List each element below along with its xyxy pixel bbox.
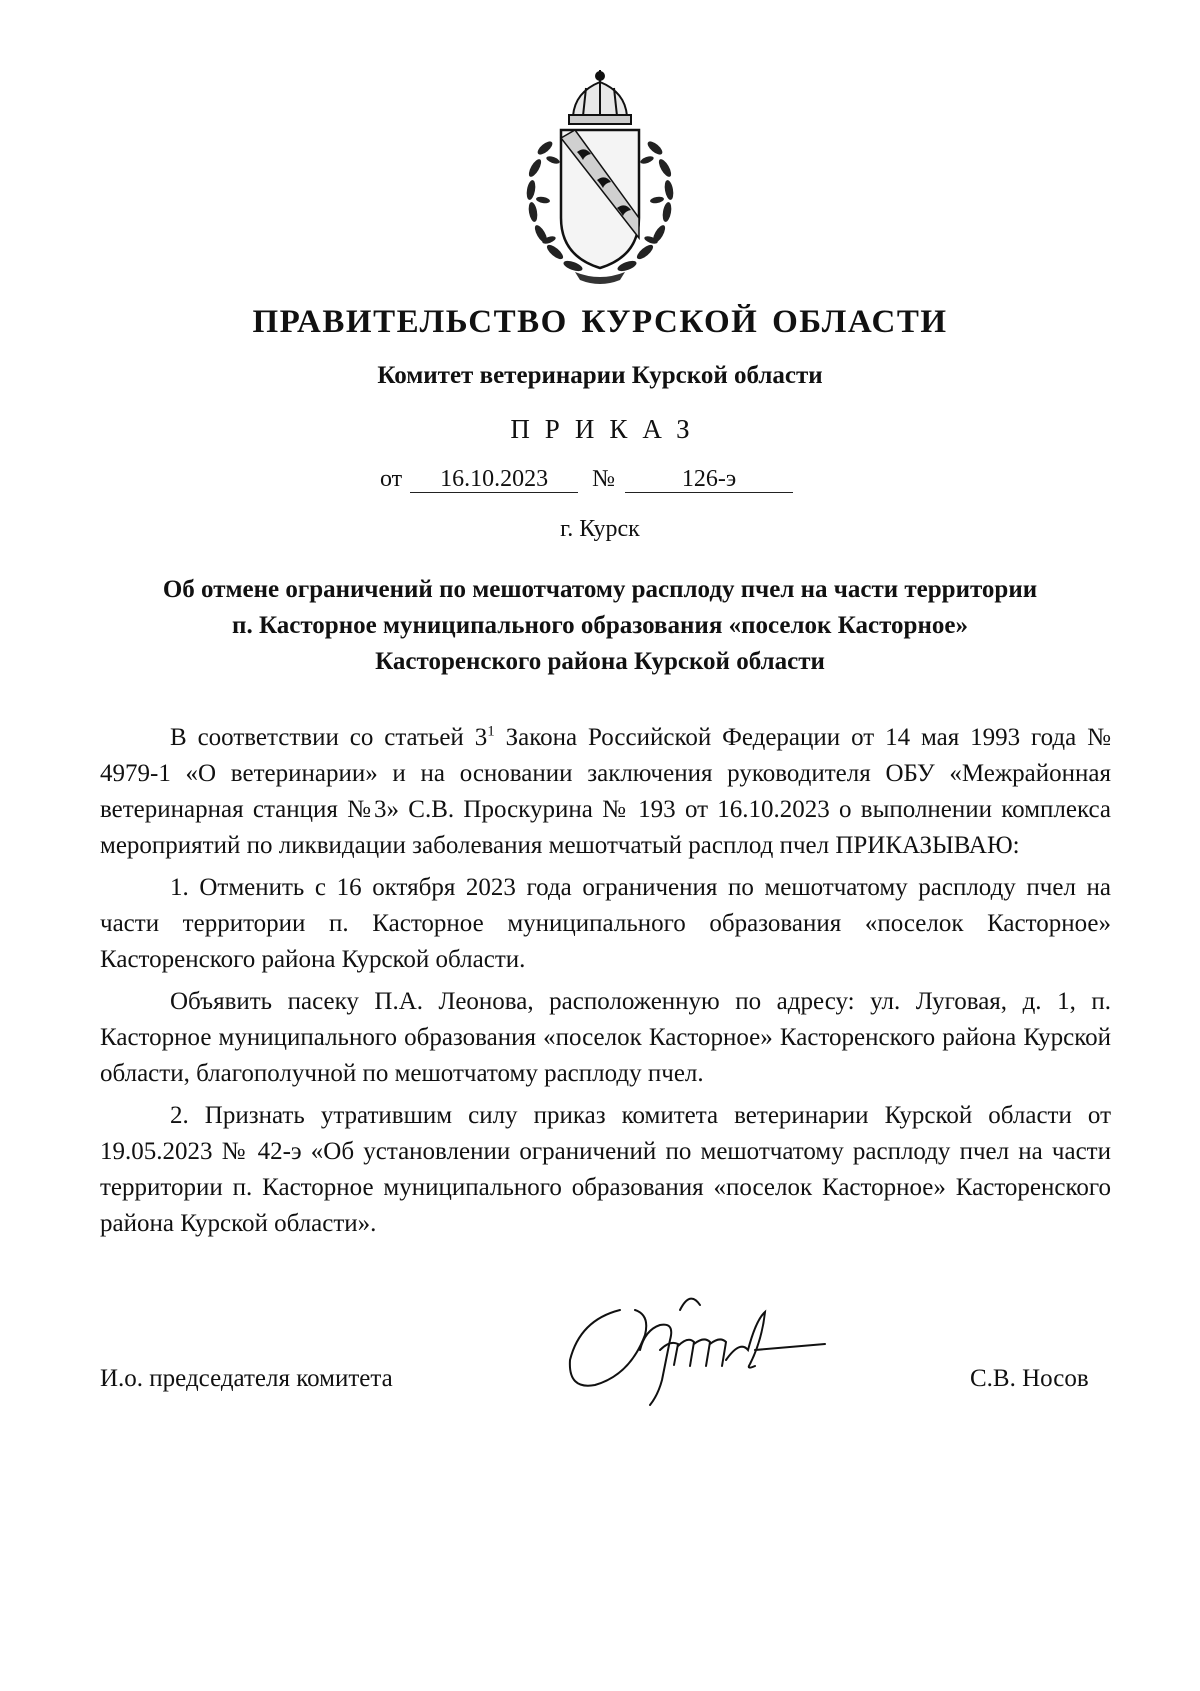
subject-line: п. Касторное муниципального образования «поселок Касторное» xyxy=(232,612,968,639)
coat-of-arms-icon xyxy=(505,68,695,284)
committee-title: Комитет ветеринарии Курской области xyxy=(377,362,823,389)
order-date-number xyxy=(380,466,793,493)
paragraph-text: Закона Российской Федерации от 14 мая 1993 года № 4979-1 «О ветеринарии» и на основании заключения руководителя ОБУ «Межрайонная ветеринарная станция №3» С.В. Проскурина № 193 от 16.10.2023 о выполнении комплекса мероприятий по ликвидации заболевания мешотчатый расплод пчел ПРИКАЗЫВАЮ: xyxy=(100,724,1111,859)
order-date: 16.10.2023 xyxy=(410,466,578,493)
order-number: 126-э xyxy=(625,466,793,493)
order-subject xyxy=(100,572,1100,680)
order-body xyxy=(100,720,1111,1242)
government-title: ПРАВИТЕЛЬСТВО КУРСКОЙ ОБЛАСТИ xyxy=(252,304,948,340)
subject-line: Об отмене ограничений по мешотчатому расплоду пчел на части территории xyxy=(162,576,1038,603)
paragraph-text: В соответствии со статьей 3 xyxy=(170,724,488,751)
document-type: ПРИКАЗ xyxy=(510,414,705,444)
city: г. Курск xyxy=(560,516,640,542)
body-paragraph: 2. Признать утратившим силу приказ комитета ветеринарии Курской области от 19.05.2023 № 42-э «Об установлении ограничений по мешотчатому расплоду пчел на части территории п. Касторное муниципального образования «поселок Касторное» Касторенского района Курской области». xyxy=(100,1102,1111,1237)
number-prefix: № xyxy=(592,466,616,492)
signatory-name: С.В. Носов xyxy=(970,1365,1089,1392)
handwritten-signature-icon xyxy=(550,1280,850,1410)
subject-line: Касторенского района Курской области xyxy=(375,648,825,675)
body-paragraph xyxy=(100,720,1111,864)
superscript: 1 xyxy=(487,723,495,740)
date-prefix: от xyxy=(380,466,403,492)
signatory-position: И.о. председателя комитета xyxy=(100,1365,393,1392)
body-paragraph: Объявить пасеку П.А. Леонова, расположенную по адресу: ул. Луговая, д. 1, п. Касторное муниципального образования «поселок Касторное» Касторенского района Курской области, благополучной по мешотчатому расплоду пчел. xyxy=(100,988,1111,1087)
body-paragraph: 1. Отменить с 16 октября 2023 года ограничения по мешотчатому расплоду пчел на части территории п. Касторное муниципального образования «поселок Касторное» Касторенского района Курской области. xyxy=(100,874,1111,973)
